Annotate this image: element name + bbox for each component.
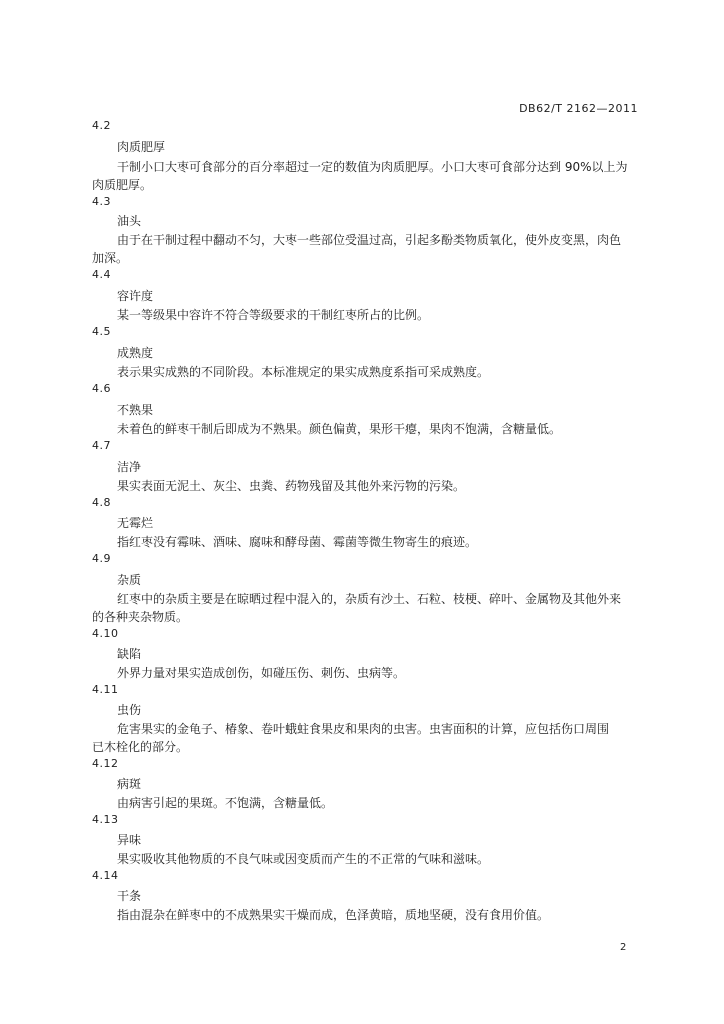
clause-number: 4.10 <box>92 627 119 640</box>
standard-code: DB62/T 2162—2011 <box>519 102 638 115</box>
definition-line: 表示果实成熟的不同阶段。本标准规定的果实成熟度系指可采成熟度。 <box>117 365 490 379</box>
term-title: 病斑 <box>117 777 142 791</box>
definition-line: 由于在干制过程中翻动不匀，大枣一些部位受温过高，引起多酚类物质氧化，使外皮变黑，肉色 <box>117 233 622 247</box>
term-title: 不熟果 <box>117 403 154 417</box>
clause-number: 4.14 <box>92 869 119 882</box>
clause-number: 4.7 <box>92 439 111 452</box>
definition-line: 危害果实的金龟子、椿象、卷叶蛾蛀食果皮和果肉的虫害。虫害面积的计算，应包括伤口周围 <box>117 722 610 736</box>
term-title: 油头 <box>117 214 142 228</box>
clause-number: 4.9 <box>92 552 111 565</box>
page-number: 2 <box>620 942 627 953</box>
definition-line: 的各种夹杂物质。 <box>92 610 189 624</box>
clause-number: 4.13 <box>92 813 119 826</box>
definition-line: 已木栓化的部分。 <box>92 740 189 754</box>
clause-number: 4.6 <box>92 382 111 395</box>
clause-number: 4.4 <box>92 268 111 281</box>
definition-line: 干制小口大枣可食部分的百分率超过一定的数值为肉质肥厚。小口大枣可食部分达到 90%以上为 <box>117 160 628 174</box>
term-title: 缺陷 <box>117 647 142 661</box>
term-title: 杂质 <box>117 573 142 587</box>
term-title: 洁净 <box>117 460 142 474</box>
clause-number: 4.5 <box>92 325 111 338</box>
term-title: 无霉烂 <box>117 516 154 530</box>
clause-number: 4.12 <box>92 757 119 770</box>
definition-line: 未着色的鲜枣干制后即成为不熟果。颜色偏黄，果形干瘪，果肉不饱满，含糖量低。 <box>117 422 562 436</box>
term-title: 异味 <box>117 833 142 847</box>
term-title: 容许度 <box>117 289 154 303</box>
definition-line: 某一等级果中容许不符合等级要求的干制红枣所占的比例。 <box>117 308 430 322</box>
clause-number: 4.2 <box>92 119 111 132</box>
term-title: 干条 <box>117 889 142 903</box>
definition-line: 果实表面无泥土、灰尘、虫粪、药物残留及其他外来污物的污染。 <box>117 479 466 493</box>
definition-line: 指红枣没有霉味、酒味、腐味和酵母菌、霉菌等微生物寄生的痕迹。 <box>117 535 478 549</box>
definition-line: 外界力量对果实造成创伤，如碰压伤、刺伤、虫病等。 <box>117 666 406 680</box>
clause-number: 4.3 <box>92 195 111 208</box>
definition-line: 红枣中的杂质主要是在晾晒过程中混入的，杂质有沙土、石粒、枝梗、碎叶、金属物及其他外来 <box>117 592 622 606</box>
term-title: 虫伤 <box>117 703 142 717</box>
definition-line: 指由混杂在鲜枣中的不成熟果实干燥而成，色泽黄暗，质地坚硬，没有食用价值。 <box>117 908 550 922</box>
definition-line: 果实吸收其他物质的不良气味或因变质而产生的不正常的气味和滋味。 <box>117 852 490 866</box>
definition-line: 加深。 <box>92 251 129 265</box>
term-title: 成熟度 <box>117 346 154 360</box>
term-title: 肉质肥厚 <box>117 140 166 154</box>
clause-number: 4.8 <box>92 496 111 509</box>
clause-number: 4.11 <box>92 683 119 696</box>
definition-line: 肉质肥厚。 <box>92 178 153 192</box>
definition-line: 由病害引起的果斑。不饱满，含糖量低。 <box>117 796 334 810</box>
